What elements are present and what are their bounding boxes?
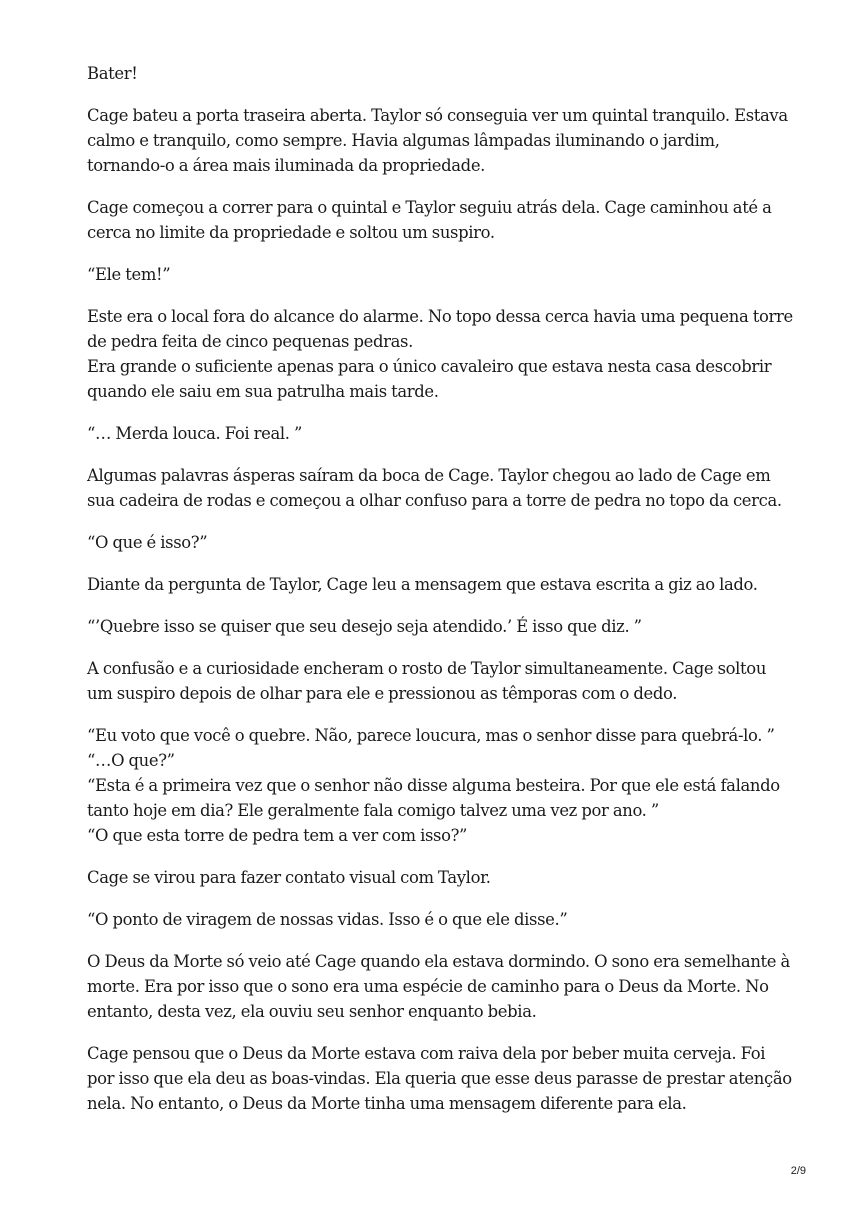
text-line: “’Quebre isso se quiser que seu desejo seja atendido.’ É isso que diz. ”: [87, 617, 642, 636]
text-line: Era grande o suficiente apenas para o único cavaleiro que estava nesta casa descobrir: [87, 357, 772, 376]
text-line: por isso que ela deu as boas-vindas. Ela queria que esse deus parasse de prestar atenção: [87, 1069, 792, 1088]
paragraph: [87, 723, 787, 848]
document-page: [87, 61, 793, 1133]
text-line: tornando-o a área mais iluminada da propriedade.: [87, 156, 486, 175]
text-line: Bater!: [87, 64, 138, 83]
text-line: Diante da pergunta de Taylor, Cage leu a mensagem que estava escrita a giz ao lado.: [87, 575, 758, 594]
paragraph: [87, 572, 787, 597]
paragraph: [87, 304, 793, 404]
text-line: cerca no limite da propriedade e soltou um suspiro.: [87, 223, 495, 242]
paragraph: [87, 530, 787, 555]
paragraph: [87, 907, 787, 932]
text-line: nela. No entanto, o Deus da Morte tinha uma mensagem diferente para ela.: [87, 1094, 687, 1113]
paragraph: [87, 614, 787, 639]
paragraph: [87, 421, 787, 446]
paragraph: [87, 61, 787, 86]
text-line: “…O que?”: [87, 751, 175, 770]
text-line: quando ele saiu em sua patrulha mais tarde.: [87, 382, 439, 401]
paragraph: [87, 1041, 792, 1116]
text-line: de pedra feita de cinco pequenas pedras.: [87, 332, 413, 351]
text-line: tanto hoje em dia? Ele geralmente fala comigo talvez uma vez por ano. ”: [87, 801, 659, 820]
text-line: “Esta é a primeira vez que o senhor não disse alguma besteira. Por que ele está falando: [87, 776, 780, 795]
text-line: entanto, desta vez, ela ouviu seu senhor enquanto bebia.: [87, 1002, 537, 1021]
text-line: A confusão e a curiosidade encheram o rosto de Taylor simultaneamente. Cage soltou: [87, 659, 767, 678]
text-line: “O ponto de viragem de nossas vidas. Isso é o que ele disse.”: [87, 910, 568, 929]
text-line: calmo e tranquilo, como sempre. Havia algumas lâmpadas iluminando o jardim,: [87, 131, 720, 150]
text-line: Cage se virou para fazer contato visual com Taylor.: [87, 868, 491, 887]
paragraph: [87, 656, 787, 706]
text-line: Este era o local fora do alcance do alarme. No topo dessa cerca havia uma pequena torre: [87, 307, 793, 326]
text-line: O Deus da Morte só veio até Cage quando ela estava dormindo. O sono era semelhante à: [87, 952, 790, 971]
text-line: “O que é isso?”: [87, 533, 208, 552]
text-line: “… Merda louca. Foi real. ”: [87, 424, 303, 443]
paragraph: [87, 949, 790, 1024]
page-number: 2/9: [790, 1165, 806, 1177]
text-line: Cage bateu a porta traseira aberta. Taylor só conseguia ver um quintal tranquilo. Estava: [87, 106, 788, 125]
text-line: “Eu voto que você o quebre. Não, parece loucura, mas o senhor disse para quebrá-lo. ”: [87, 726, 775, 745]
text-line: Cage começou a correr para o quintal e Taylor seguiu atrás dela. Cage caminhou até a: [87, 198, 772, 217]
paragraph: [87, 195, 787, 245]
text-line: um suspiro depois de olhar para ele e pressionou as têmporas com o dedo.: [87, 684, 678, 703]
text-line: morte. Era por isso que o sono era uma espécie de caminho para o Deus da Morte. No: [87, 977, 769, 996]
text-line: sua cadeira de rodas e começou a olhar confuso para a torre de pedra no topo da cerca.: [87, 491, 782, 510]
text-line: Cage pensou que o Deus da Morte estava com raiva dela por beber muita cerveja. Foi: [87, 1044, 766, 1063]
paragraph: [87, 463, 787, 513]
paragraph: [87, 103, 787, 178]
text-line: “Ele tem!”: [87, 265, 171, 284]
text-line: “O que esta torre de pedra tem a ver com isso?”: [87, 826, 468, 845]
text-line: Algumas palavras ásperas saíram da boca de Cage. Taylor chegou ao lado de Cage em: [87, 466, 771, 485]
paragraph: [87, 865, 787, 890]
paragraph: [87, 262, 787, 287]
